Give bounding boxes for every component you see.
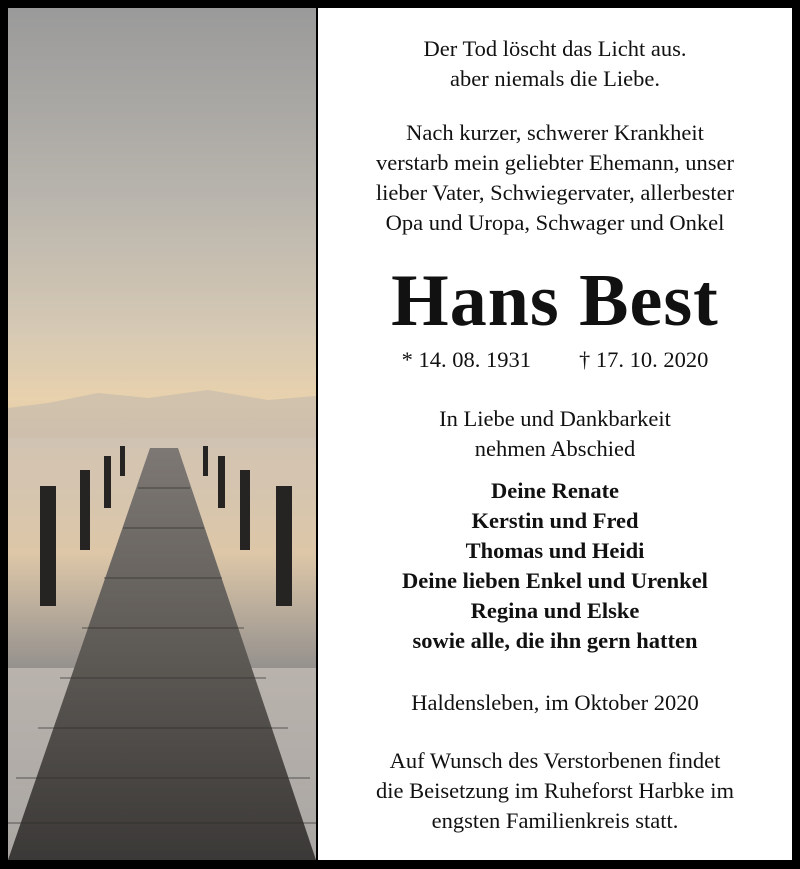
mourners-list xyxy=(318,476,792,656)
jetty-photo xyxy=(8,8,316,860)
farewell-line: In Liebe und Dankbarkeit xyxy=(439,406,671,431)
burial-note-line: Auf Wunsch des Verstorbenen findet xyxy=(389,748,721,773)
jetty-sunset-image xyxy=(8,8,316,860)
mourner-entry: Thomas und Heidi xyxy=(465,538,645,563)
place-and-date xyxy=(318,688,792,718)
obituary-text-panel xyxy=(318,8,792,860)
mourner-entry: Deine Renate xyxy=(490,478,620,503)
announcement-text xyxy=(318,118,792,238)
motto-line: aber niemals die Liebe. xyxy=(450,66,660,91)
announcement-line: lieber Vater, Schwiegervater, allerbester xyxy=(375,180,735,205)
motto-line: Der Tod löscht das Licht aus. xyxy=(423,36,687,61)
burial-note-line: die Beisetzung im Ruheforst Harbke im xyxy=(375,778,735,803)
mourner-entry: sowie alle, die ihn gern hatten xyxy=(412,628,698,653)
life-dates xyxy=(318,345,792,375)
deceased-name: Hans Best xyxy=(391,260,719,342)
announcement-line: Nach kurzer, schwerer Krankheit xyxy=(406,120,704,145)
farewell-line: nehmen Abschied xyxy=(474,436,636,461)
death-date: † 17. 10. 2020 xyxy=(579,347,709,372)
mourner-entry: Regina und Elske xyxy=(470,598,640,623)
farewell-text xyxy=(318,404,792,464)
burial-note-line: engsten Familienkreis statt. xyxy=(431,808,679,833)
mourner-entry: Kerstin und Fred xyxy=(471,508,639,533)
motto xyxy=(318,34,792,94)
announcement-line: verstarb mein geliebter Ehemann, unser xyxy=(376,150,734,175)
birth-date: * 14. 08. 1931 xyxy=(401,347,531,372)
announcement-line: Opa und Uropa, Schwager und Onkel xyxy=(385,210,725,235)
place-date-line: Haldensleben, im Oktober 2020 xyxy=(411,690,699,715)
burial-note xyxy=(318,746,792,836)
mourner-entry: Deine lieben Enkel und Urenkel xyxy=(402,568,708,593)
